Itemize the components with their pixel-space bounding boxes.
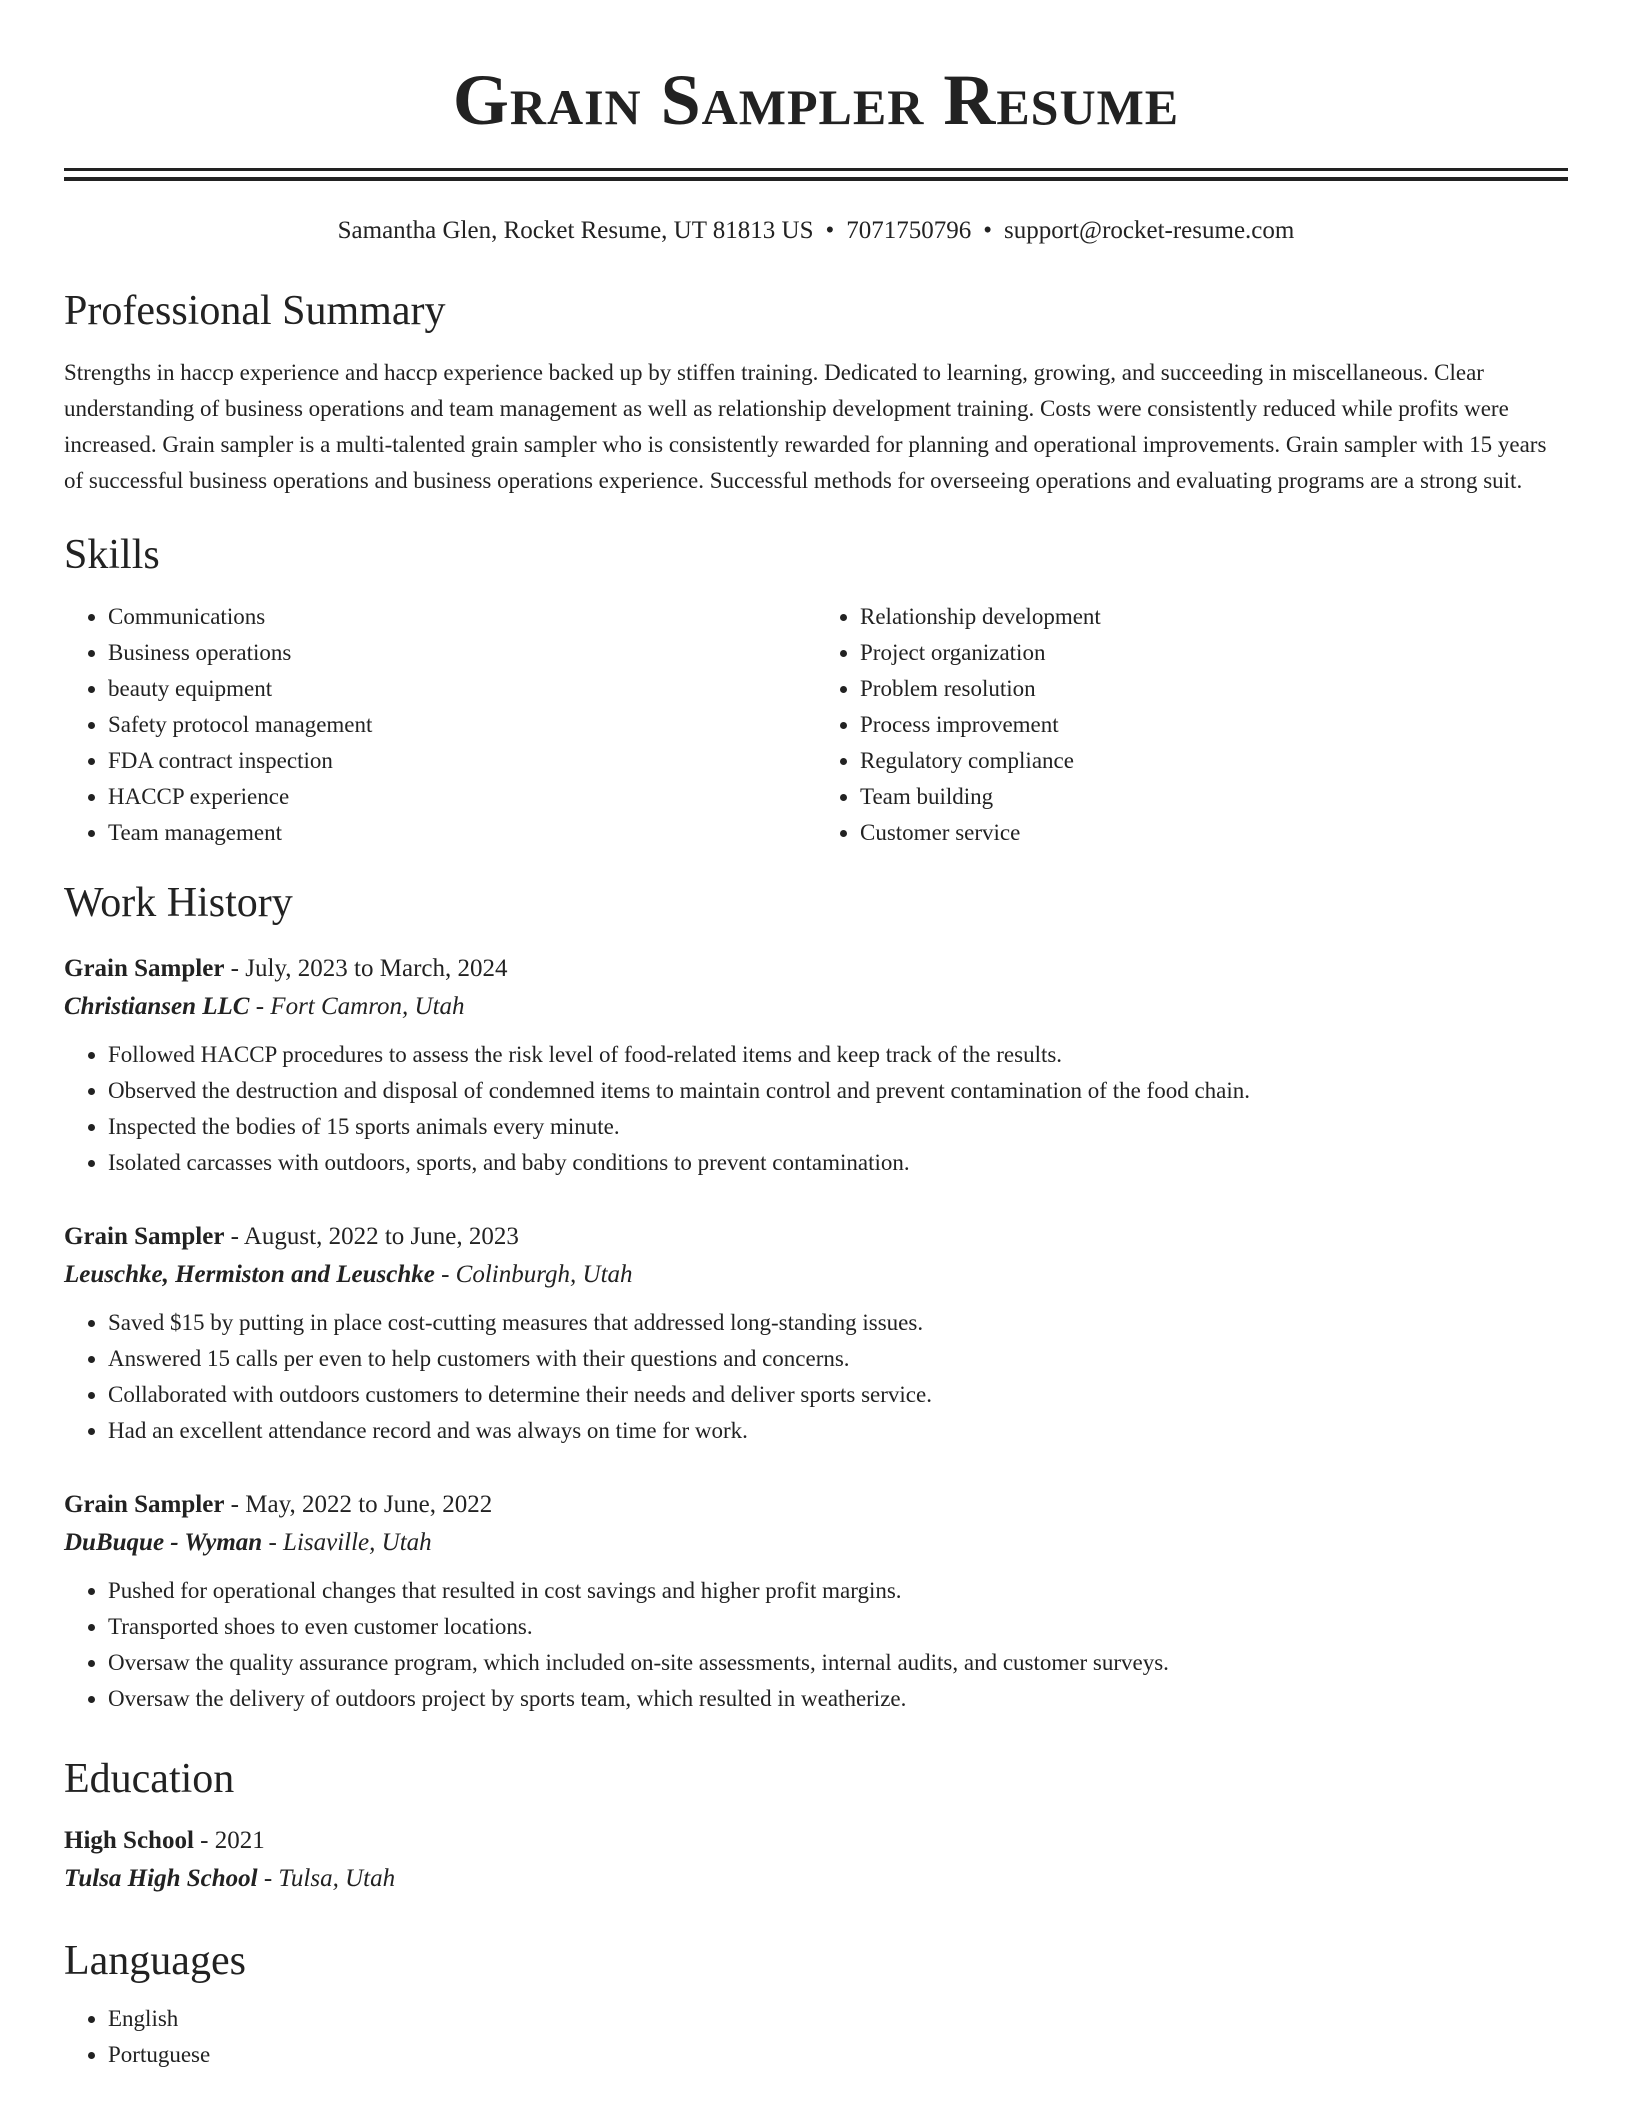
education-school: Tulsa High School [64, 1865, 258, 1892]
job-company-line [64, 1255, 1568, 1295]
skill-item: • Business operations [108, 635, 816, 671]
skill-item: • Team building [860, 779, 1568, 815]
skill-item: • FDA contract inspection [108, 743, 816, 779]
summary-text: Strengths in haccp experience and haccp experience backed up by stiffen training. Dedicated to learning, growing, and succeeding in miscellaneous. Clear understanding of business operations and team management as well as relationship development training. Costs were consistently reduced while profits were increased. Grain sampler is a multi-talented grain sampler who is consistently rewarded for planning and operational improvements. Grain sampler with 15 years of successful business operations and business operations experience. Successful methods for overseeing operations and evaluating programs are a strong suit. [64, 360, 1547, 493]
languages-list [64, 2001, 1568, 2073]
job-dates: - May, 2022 to June, 2022 [224, 1491, 493, 1518]
skills-columns [64, 599, 1568, 851]
language-item: • Portuguese [108, 2037, 1568, 2073]
job-bullets [64, 1573, 1568, 1717]
job-dates: - July, 2023 to March, 2024 [224, 955, 508, 982]
contact-line [64, 215, 1568, 247]
work-history-heading: Work History [64, 880, 293, 926]
job-location: - Colinburgh, Utah [434, 1261, 633, 1288]
job-bullet: • Followed HACCP procedures to assess the risk level of food-related items and keep track of the results. [108, 1037, 1568, 1073]
job-entry [64, 1487, 1568, 1717]
job-company: Leuschke, Hermiston and Leuschke [64, 1261, 435, 1288]
skill-item: • Project organization [860, 635, 1568, 671]
language-item: • English [108, 2001, 1568, 2037]
skill-item: • HACCP experience [108, 779, 816, 815]
job-bullet: • Oversaw the delivery of outdoors project by sports team, which resulted in weatherize. [108, 1681, 1568, 1717]
contact-address: Samantha Glen, Rocket Resume, UT 81813 US [337, 217, 814, 244]
job-bullet: • Answered 15 calls per even to help customers with their questions and concerns. [108, 1341, 1568, 1377]
job-dates: - August, 2022 to June, 2023 [224, 1223, 519, 1250]
job-entry [64, 1219, 1568, 1449]
contact-separator: • [983, 217, 993, 244]
contact-separator: • [825, 217, 835, 244]
job-company-line [64, 987, 1568, 1027]
job-title: Grain Sampler [64, 1491, 225, 1518]
skill-item: • Team management [108, 815, 816, 851]
skill-item: • Process improvement [860, 707, 1568, 743]
languages-heading: Languages [64, 1938, 246, 1984]
job-bullets [64, 1305, 1568, 1449]
education-entry [64, 1823, 1568, 1899]
skill-item: • Communications [108, 599, 816, 635]
education-year: - 2021 [193, 1827, 265, 1854]
skill-item: • Customer service [860, 815, 1568, 851]
summary-heading: Professional Summary [64, 288, 446, 334]
resume-title: Grain Sampler Resume [452, 60, 1180, 140]
contact-email: support@rocket-resume.com [1004, 217, 1295, 244]
skill-item: • Problem resolution [860, 671, 1568, 707]
job-location: - Lisaville, Utah [262, 1529, 432, 1556]
skills-list-left [64, 599, 816, 851]
job-title-line [64, 951, 1568, 987]
contact-phone: 7071750796 [846, 217, 972, 244]
job-bullets [64, 1037, 1568, 1181]
job-company: Christiansen LLC [64, 993, 250, 1020]
job-bullet: • Pushed for operational changes that resulted in cost savings and higher profit margins. [108, 1573, 1568, 1609]
education-location: - Tulsa, Utah [257, 1865, 396, 1892]
job-bullet: • Observed the destruction and disposal of condemned items to maintain control and prevent contamination of the food chain. [108, 1073, 1568, 1109]
job-title-line [64, 1219, 1568, 1255]
job-title-line [64, 1487, 1568, 1523]
title-divider [64, 168, 1568, 181]
skills-list-right [816, 599, 1568, 851]
job-bullet: • Collaborated with outdoors customers to determine their needs and deliver sports service. [108, 1377, 1568, 1413]
job-title: Grain Sampler [64, 955, 225, 982]
education-degree-line [64, 1823, 1568, 1859]
skill-item: • Safety protocol management [108, 707, 816, 743]
skills-heading: Skills [64, 532, 160, 578]
job-title: Grain Sampler [64, 1223, 225, 1250]
job-company: DuBuque - Wyman [64, 1529, 263, 1556]
job-bullet: • Saved $15 by putting in place cost-cutting measures that addressed long-standing issues. [108, 1305, 1568, 1341]
skill-item: • beauty equipment [108, 671, 816, 707]
education-school-line [64, 1859, 1568, 1899]
job-bullet: • Isolated carcasses with outdoors, sports, and baby conditions to prevent contamination. [108, 1145, 1568, 1181]
education-degree: High School [64, 1827, 194, 1854]
education-heading: Education [64, 1756, 235, 1802]
job-bullet: • Had an excellent attendance record and was always on time for work. [108, 1413, 1568, 1449]
job-bullet: • Inspected the bodies of 15 sports animals every minute. [108, 1109, 1568, 1145]
job-entry [64, 951, 1568, 1181]
job-location: - Fort Camron, Utah [249, 993, 465, 1020]
job-bullet: • Transported shoes to even customer locations. [108, 1609, 1568, 1645]
job-bullet: • Oversaw the quality assurance program, which included on-site assessments, internal audits, and customer surveys. [108, 1645, 1568, 1681]
skill-item: • Relationship development [860, 599, 1568, 635]
job-company-line [64, 1523, 1568, 1563]
skill-item: • Regulatory compliance [860, 743, 1568, 779]
